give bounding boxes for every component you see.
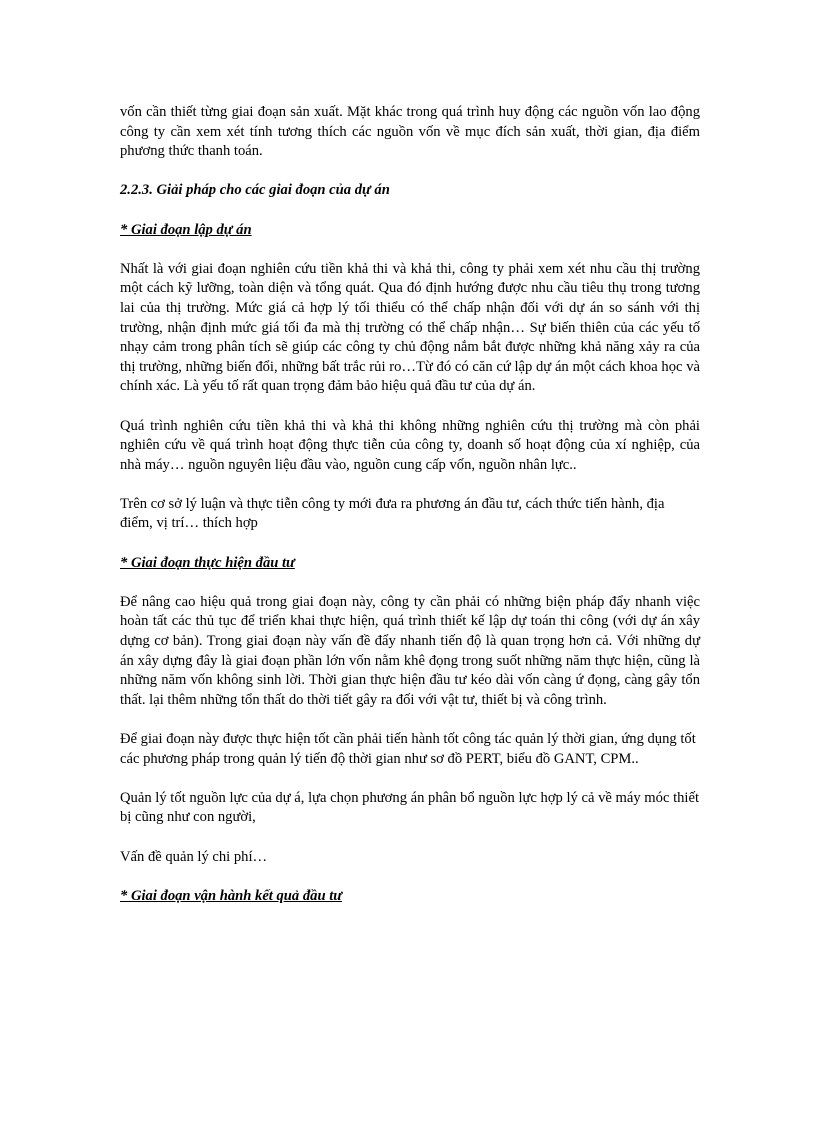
document-page [120, 103, 700, 926]
stage-implementation-paragraph-4: Vấn đề quản lý chi phí… [120, 848, 268, 865]
stage-implementation-heading: * Giai đoạn thực hiện đầu tư [120, 554, 295, 571]
stage-planning-paragraph-3: Trên cơ sở lý luận và thực tiễn công ty mới đưa ra phương án đầu tư, cách thức tiến hành, địa điểm, vị trí… thích hợp [120, 495, 665, 532]
section-heading: 2.2.3. Giải pháp cho các giai đoạn của dự án [120, 182, 390, 199]
stage-planning-paragraph-1: Nhất là với giai đoạn nghiên cứu tiền khả thi và khả thi, công ty phải xem xét nhu cầu thị trường một cách kỹ lưỡng, toàn diện và tổng quát. Qua đó định hướng được nhu cầu tiêu thụ trong tương lai của thị trường. Mức giá cả hợp lý tối thiểu có thể chấp nhận đối với dự án so sánh với thị trường, nhận định mức giá tối đa mà thị trường có thể chấp nhận… Sự biến thiên của các yếu tố nhạy cảm trong phân tích sẽ giúp các công ty chủ động nắm bắt được những khả năng xảy ra của thị trường, những biến đổi, những bất trắc rủi ro…Từ đó có căn cứ lập dự án một cách khoa học và chính xác. Là yếu tố rất quan trọng đảm bảo hiệu quả đầu tư của dự án. [120, 260, 700, 395]
stage-operation-heading: * Giai đoạn vận hành kết quả đầu tư [120, 887, 343, 904]
stage-planning-paragraph-2: Quá trình nghiên cứu tiền khả thi và khả thi không những nghiên cứu thị trường mà còn phải nghiên cứu về quá trình hoạt động thực tiễn của công ty, doanh số hoạt động của xí nghiệp, của nhà máy… nguồn nguyên liệu đầu vào, nguồn cung cấp vốn, nguồn nhân lực.. [120, 417, 700, 473]
stage-implementation-paragraph-1: Để nâng cao hiệu quả trong giai đoạn này, công ty cần phải có những biện pháp đẩy nhanh việc hoàn tất các thủ tục để triển khai thực hiện, quá trình thiết kế lập dự toán thi công (với dự án xây dựng cơ bản). Trong giai đoạn này vấn đề đẩy nhanh tiến độ là quan trọng hơn cả. Với những dự án xây dựng đây là giai đoạn phần lớn vốn nằm khê đọng trong suốt những năm thực hiện, cũng là những năm vốn không sinh lời. Thời gian thực hiện đầu tư kéo dài vốn càng ứ đọng, càng gây tổn thất. lại thêm những tổn thất do thời tiết gây ra đối với vật tư, thiết bị và công trình. [120, 593, 700, 708]
stage-planning-heading: * Giai đoạn lập dự án [120, 221, 252, 238]
stage-implementation-paragraph-3: Quản lý tốt nguồn lực của dự á, lựa chọn phương án phân bổ nguồn lực hợp lý cả về máy móc thiết bị cũng như con người, [120, 789, 700, 826]
stage-implementation-paragraph-2: Để giai đoạn này được thực hiện tốt cần phải tiến hành tốt công tác quản lý thời gian, ứng dụng tốt các phương pháp trong quản lý tiến độ thời gian như sơ đồ PERT, biểu đồ GANT, CPM.. [120, 731, 696, 767]
intro-paragraph: vốn cần thiết từng giai đoạn sản xuất. Mặt khác trong quá trình huy động các nguồn vốn lao động công ty cần xem xét tính tương thích các nguồn vốn về mục đích sản xuất, thời gian, địa điểm phương thức thanh toán. [120, 104, 700, 160]
